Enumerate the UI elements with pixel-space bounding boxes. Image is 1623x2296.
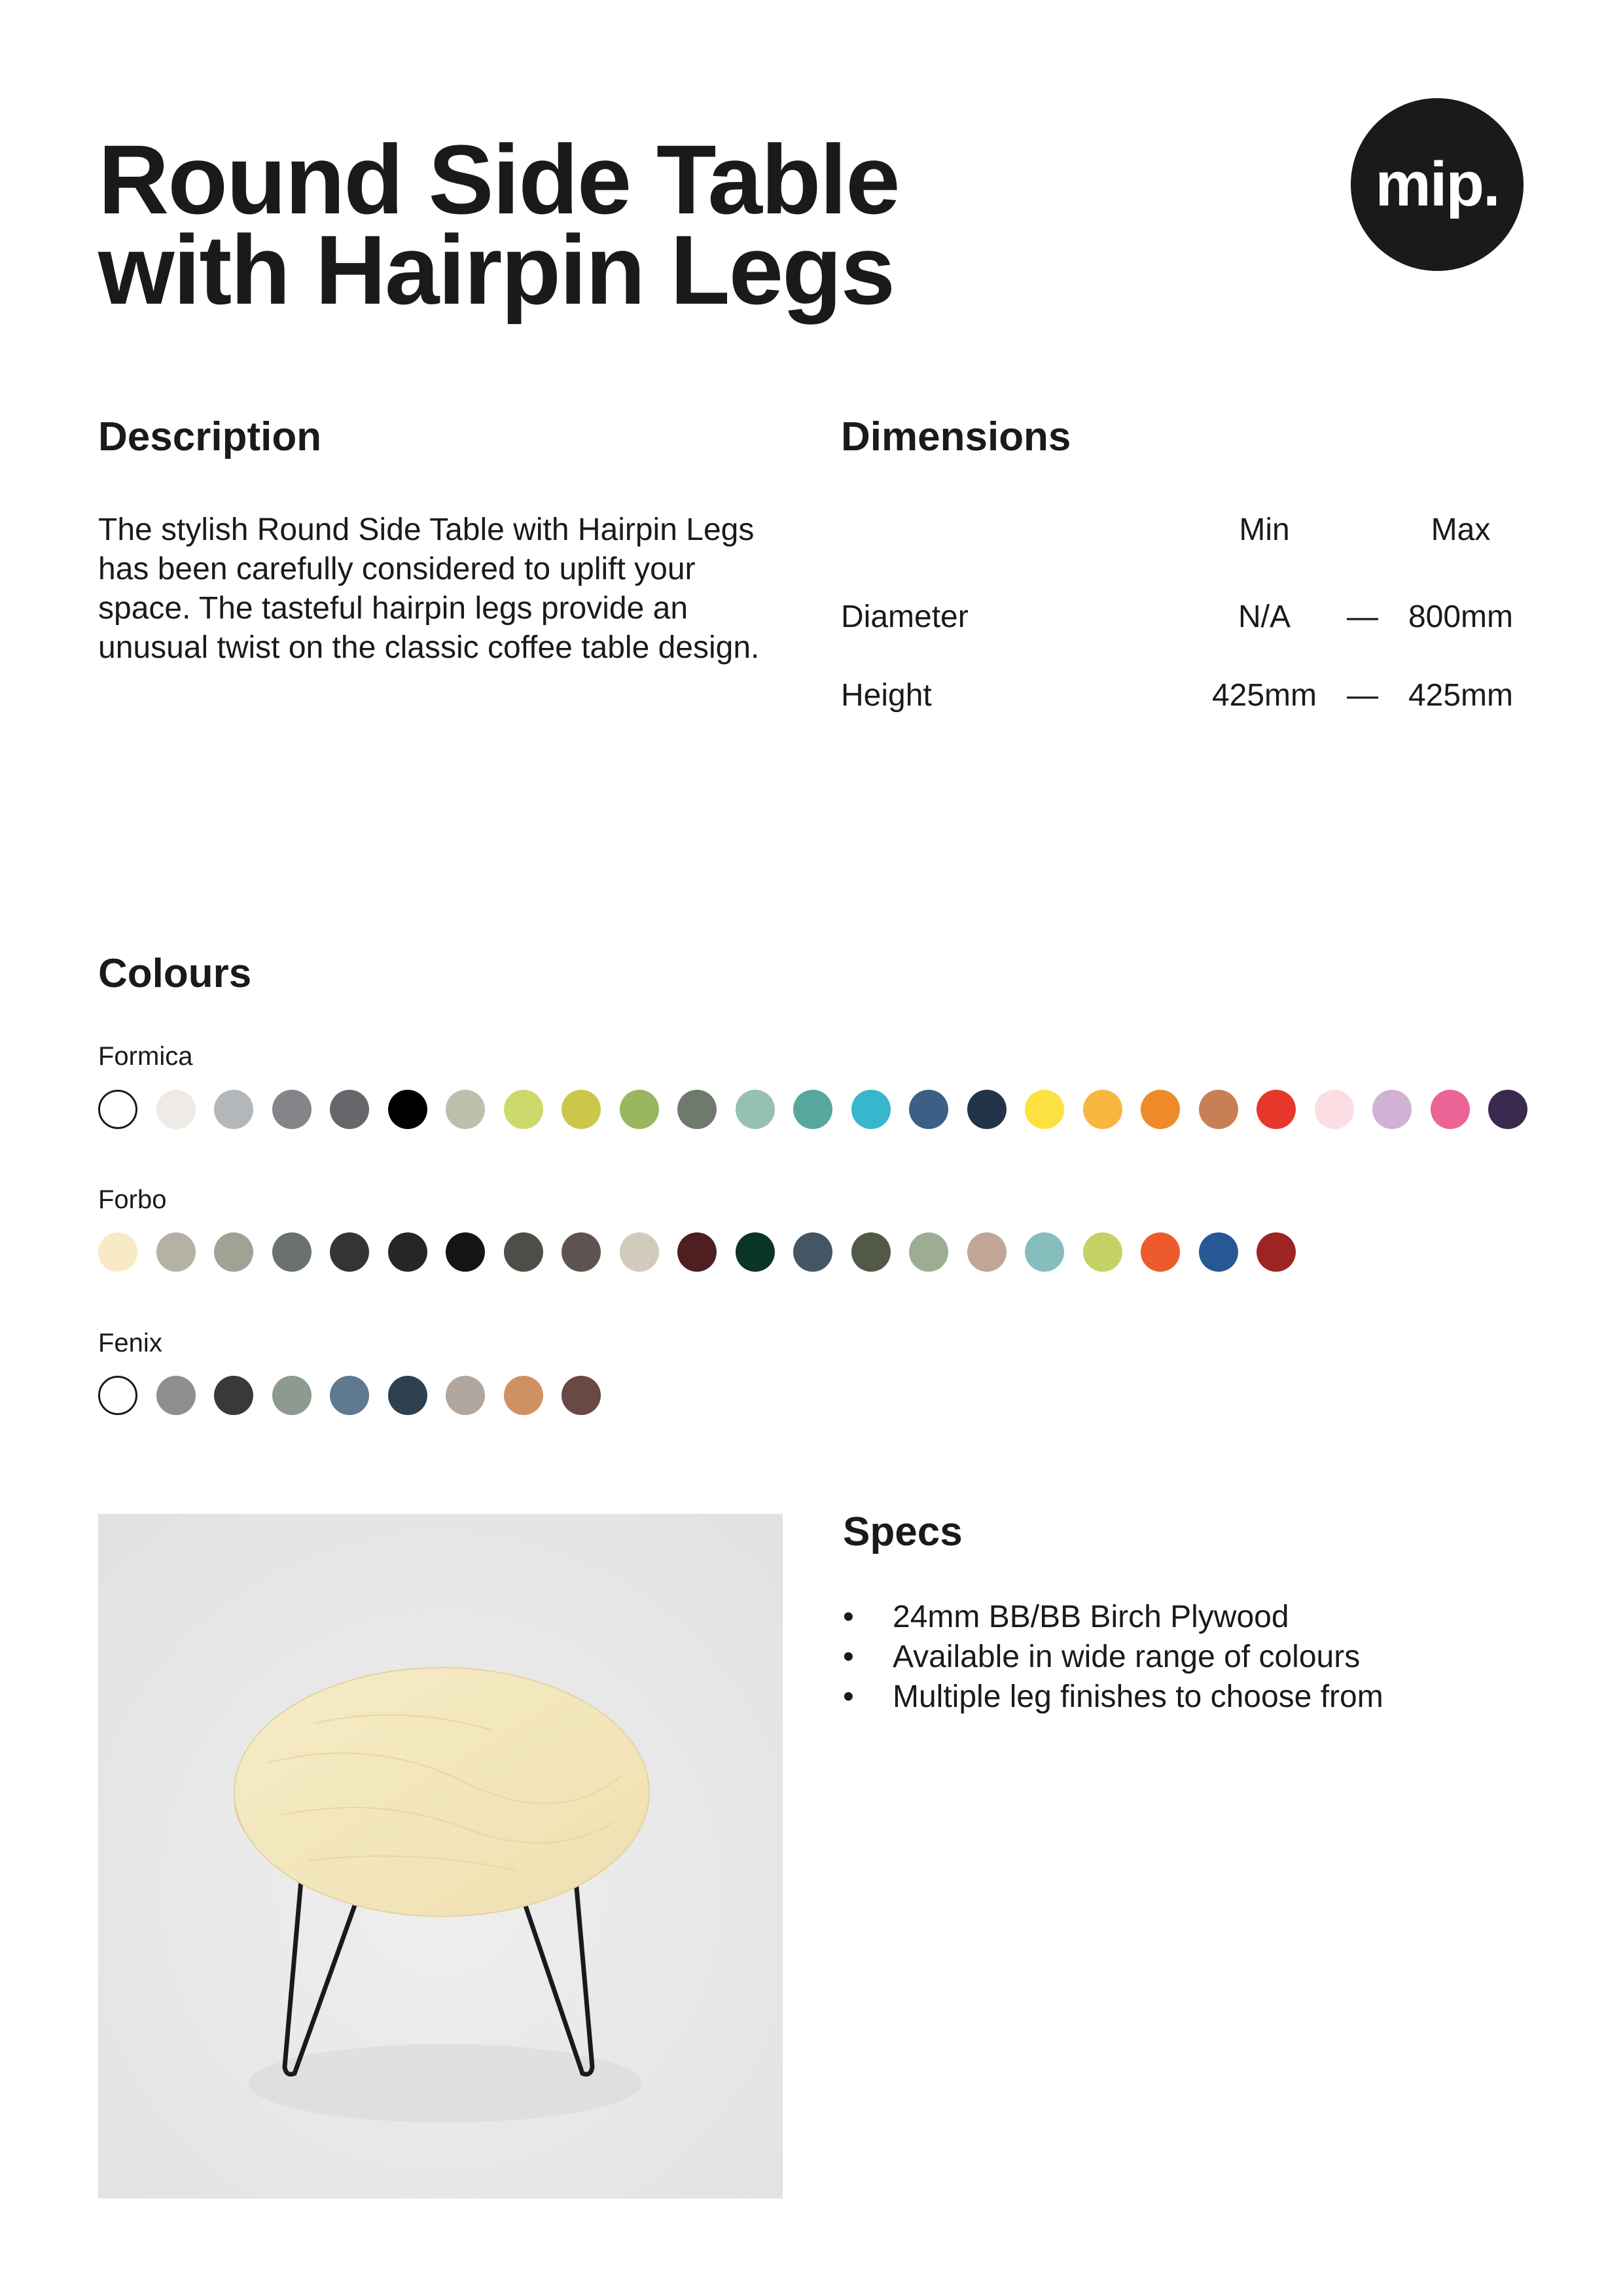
colour-swatch[interactable] [330,1376,369,1415]
colour-swatch[interactable] [562,1090,601,1129]
colour-swatch[interactable] [1315,1090,1354,1129]
specs-item: • Multiple leg finishes to choose from [843,1677,1383,1717]
colour-swatch[interactable] [1199,1232,1238,1272]
colour-swatch[interactable] [388,1232,427,1272]
colour-swatch[interactable] [156,1376,196,1415]
colour-group-label-fenix: Fenix [98,1329,162,1357]
colour-swatch[interactable] [1083,1090,1122,1129]
colour-swatch[interactable] [98,1232,137,1272]
dimensions-row-min: 425mm [1211,678,1317,713]
colour-swatch[interactable] [562,1232,601,1272]
colour-swatch[interactable] [156,1090,196,1129]
dimensions-row-label: Height [841,678,932,713]
specs-list [843,1597,1383,1717]
colour-swatch[interactable] [504,1376,543,1415]
colour-swatch[interactable] [909,1090,948,1129]
colour-swatch[interactable] [272,1090,312,1129]
colour-swatch[interactable] [446,1090,485,1129]
colour-swatch[interactable] [272,1232,312,1272]
colour-swatch[interactable] [446,1376,485,1415]
colour-swatch[interactable] [793,1232,832,1272]
colour-swatch[interactable] [156,1232,196,1272]
colour-swatch[interactable] [272,1376,312,1415]
colour-swatch[interactable] [1141,1090,1180,1129]
colour-swatch[interactable] [1083,1232,1122,1272]
dimensions-row-label: Diameter [841,600,969,634]
colour-swatch[interactable] [214,1232,253,1272]
colour-swatch[interactable] [793,1090,832,1129]
colour-swatch[interactable] [1257,1232,1296,1272]
colour-swatch[interactable] [620,1090,659,1129]
colour-swatch[interactable] [504,1232,543,1272]
dimensions-max-header: Max [1431,512,1491,547]
colour-swatch[interactable] [736,1090,775,1129]
dimensions-heading: Dimensions [841,414,1071,459]
colour-swatch[interactable] [1257,1090,1296,1129]
dimensions-row-max: 425mm [1408,678,1514,713]
description-text: The stylish Round Side Table with Hairpin Legs has been carefully considered to uplift your space. The tasteful hairpin legs provide an unusual twist on the classic coffee table design. [98,512,760,665]
colour-group-label-forbo: Forbo [98,1185,167,1214]
colour-swatch[interactable] [98,1376,137,1415]
product-photo [98,1514,783,2198]
colour-swatch[interactable] [909,1232,948,1272]
colour-swatch[interactable] [214,1376,253,1415]
bullet-icon: • [843,1600,854,1634]
colour-swatch[interactable] [388,1376,427,1415]
product-title-line-2: with Hairpin Legs [98,215,895,325]
colour-swatch[interactable] [1141,1232,1180,1272]
specs-item: • Available in wide range of colours [843,1637,1383,1677]
description-heading: Description [98,414,322,459]
colours-heading: Colours [98,951,252,996]
product-title-line-1: Round Side Table [98,124,899,234]
colour-swatch[interactable] [1025,1232,1064,1272]
colour-swatch[interactable] [851,1232,891,1272]
dimensions-row-max: 800mm [1408,600,1514,634]
colour-swatch[interactable] [967,1090,1007,1129]
colour-swatch[interactable] [446,1232,485,1272]
colour-swatch[interactable] [1372,1090,1412,1129]
colour-swatch[interactable] [736,1232,775,1272]
colour-swatch[interactable] [851,1090,891,1129]
specs-item: • 24mm BB/BB Birch Plywood [843,1597,1383,1637]
dimensions-range-dash: — [1347,600,1378,634]
bullet-icon: • [843,1640,854,1674]
colour-swatch[interactable] [1199,1090,1238,1129]
colour-swatch[interactable] [330,1090,369,1129]
colour-group-label-formica: Formica [98,1042,193,1071]
colour-swatch[interactable] [98,1090,137,1129]
colour-swatch[interactable] [504,1090,543,1129]
colour-swatch[interactable] [562,1376,601,1415]
round-table-illustration [98,1514,783,2198]
colour-swatch[interactable] [967,1232,1007,1272]
brand-logo: mip. [1351,98,1524,271]
colour-swatch[interactable] [677,1232,717,1272]
colour-swatch[interactable] [1488,1090,1527,1129]
dimensions-row-min: N/A [1238,600,1291,634]
colour-swatch[interactable] [620,1232,659,1272]
colour-swatch[interactable] [330,1232,369,1272]
bullet-icon: • [843,1679,854,1714]
colour-swatch[interactable] [1431,1090,1470,1129]
colour-swatch[interactable] [677,1090,717,1129]
colour-swatch[interactable] [388,1090,427,1129]
product-title [98,124,1080,325]
colour-swatch[interactable] [1025,1090,1064,1129]
dimensions-min-header: Min [1239,512,1290,547]
specs-heading: Specs [843,1509,963,1554]
colour-swatch[interactable] [214,1090,253,1129]
dimensions-range-dash: — [1347,678,1378,713]
